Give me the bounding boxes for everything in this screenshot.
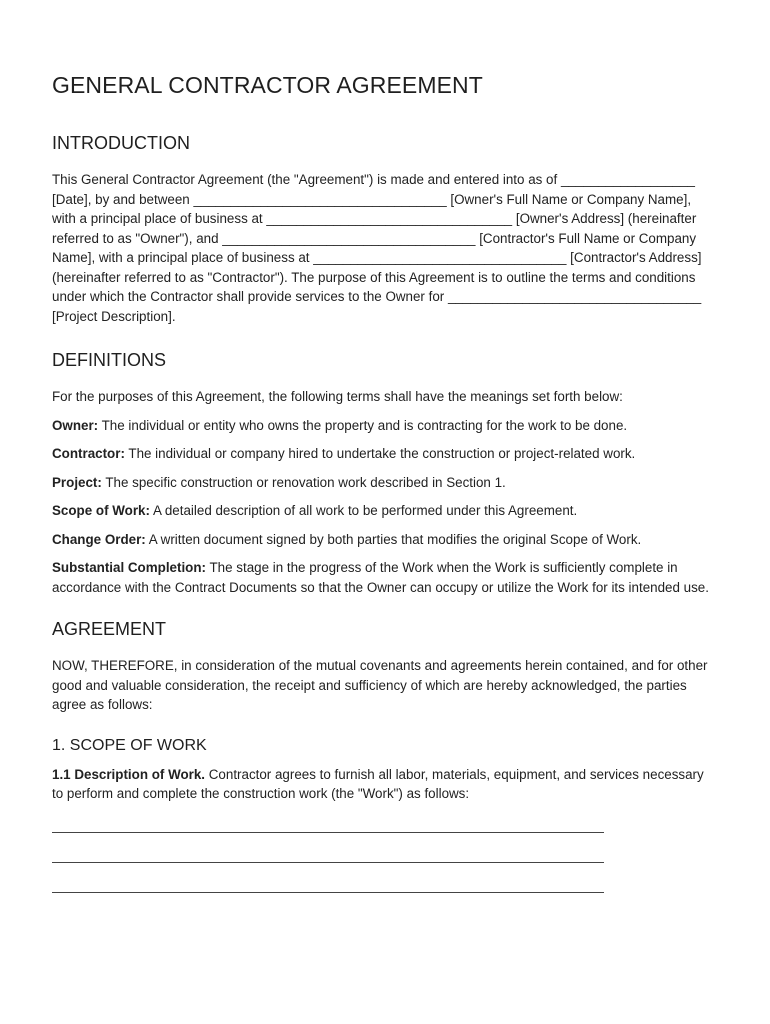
description-of-work-clause [52,765,718,804]
scope-of-work-heading: 1. SCOPE OF WORK [52,736,207,754]
work-description-blanks [52,804,718,893]
definition-text: A detailed description of all work to be performed under this Agreement. [149,503,578,518]
scope-of-work-section [52,737,718,893]
definition-substantial-completion [52,558,718,597]
definitions-lead: For the purposes of this Agreement, the following terms shall have the meanings set forth below: [52,389,623,404]
agreement-section [52,619,718,715]
definition-term: Change Order: [52,531,146,547]
definition-project [52,473,718,493]
work-description-blank-line[interactable] [52,861,604,863]
definition-owner [52,416,718,436]
work-description-blank-line[interactable] [52,891,604,893]
definition-contractor [52,444,718,464]
definition-text: The stage in the progress of the Work when the Work is sufficiently complete in accordance with the Contract Documents so that the Owner can occupy or utilize the Work for its intended use. [52,560,709,595]
definition-text: The specific construction or renovation work described in Section 1. [101,474,506,490]
definition-term: Contractor: [52,446,125,461]
introduction-heading: INTRODUCTION [52,133,190,153]
definition-text: A written document signed by both parties that modifies the original Scope of Work. [145,531,642,547]
definition-term: Scope of Work: [52,503,150,518]
definition-text: The individual or entity who owns the property and is contracting for the work to be done. [98,417,628,433]
clause-text: Contractor agrees to furnish all labor, materials, equipment, and services necessary to perform and complete the construction work (the "Work") as follows: [52,766,704,801]
introduction-text: This General Contractor Agreement (the "Agreement") is made and entered into as of __________________ [Date], by and between __________________________________ [Owner's Full Name or Company Name], with a principal place of business at _________________________________ [Owner's Address] (hereinafter referred to as "Owner"), and __________________________________ [Contractor's Full Name or Company Name], with a principal place of business at __________________________________ [Contractor's Address] (hereinafter referred to as "Contractor"). The purpose of this Agreement is to outline the terms and conditions under which the Contractor shall provide services to the Owner for __________________________________ [Project Description]. [52,172,702,324]
definitions-section [52,350,718,597]
definition-text: The individual or company hired to undertake the construction or project-related work. [124,446,636,461]
definition-term: Substantial Completion: [52,560,206,575]
definition-scope-of-work [52,501,718,521]
work-description-blank-line[interactable] [52,831,604,833]
agreement-text: NOW, THEREFORE, in consideration of the mutual covenants and agreements herein contained, and for other good and valuable consideration, the receipt and sufficiency of which are hereby acknowledged, the parties agree as follows: [52,658,708,712]
definitions-heading: DEFINITIONS [52,350,167,370]
definition-term: Project: [52,474,102,490]
introduction-section [52,133,718,326]
definition-change-order [52,530,718,550]
clause-label: 1.1 Description of Work. [52,766,206,782]
definition-term: Owner: [52,417,99,433]
document-title: GENERAL CONTRACTOR AGREEMENT [52,72,483,98]
agreement-heading: AGREEMENT [52,619,167,639]
